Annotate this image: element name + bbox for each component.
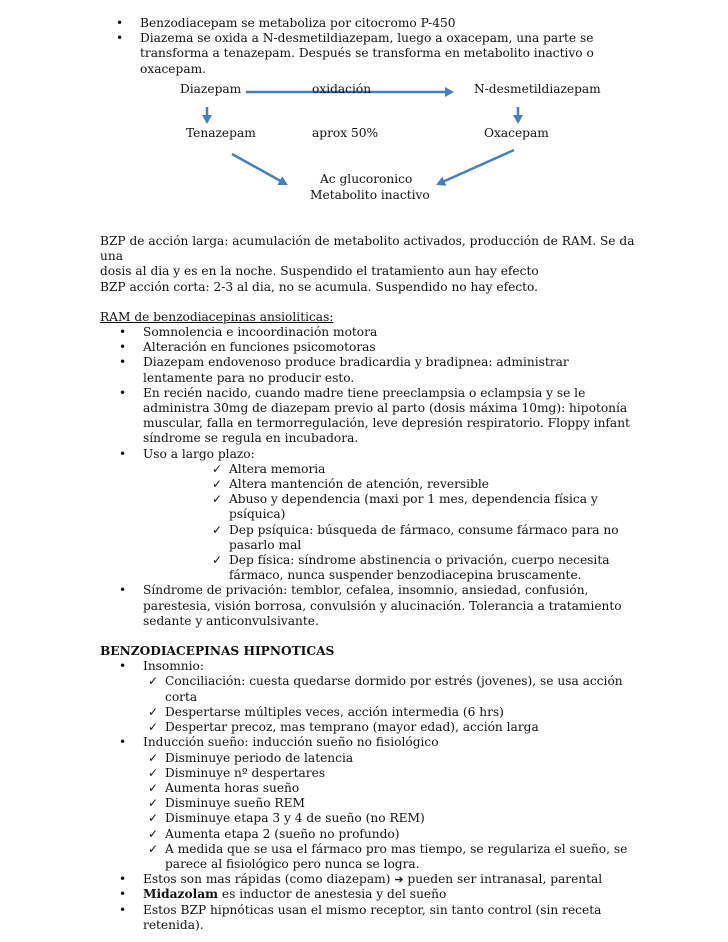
paragraph-line: dosis al dia y es en la noche. Suspendido el tratamiento aun hay efecto: [100, 264, 539, 279]
list-item-text: Estos BZP hipnóticas usan el mismo receptor, sin tanto control (sin receta retenida).: [143, 902, 602, 932]
oxidacion-label: oxidación: [312, 82, 372, 96]
check-item-text: Aumenta etapa 2 (sueño no profundo): [165, 826, 400, 841]
check-item-text: Conciliación: cuesta quedarse dormido por estrés (jovenes), se usa acción corta: [165, 674, 623, 704]
check-item: [229, 492, 629, 522]
bzp-duration-paragraph: [100, 234, 640, 295]
list-item-text: Benzodiacepam se metaboliza por citocromo P-450: [140, 16, 456, 30]
check-item: [165, 705, 635, 720]
paragraph-line: BZP acción corta: 2-3 al dia, no se acumula. Suspendido no hay efecto.: [100, 279, 539, 294]
check-item: [165, 766, 635, 781]
check-item-text: Disminuye periodo de latencia: [165, 750, 354, 765]
list-item: [100, 583, 633, 629]
list-item: [97, 16, 650, 31]
insomnio-check-list: [165, 674, 635, 735]
list-item: [100, 340, 633, 355]
check-item: [165, 720, 635, 735]
list-item: [100, 735, 633, 750]
aprox-label: aprox 50%: [312, 126, 379, 140]
check-item-text: Despertar precoz, mas temprano (mayor edad), acción larga: [165, 720, 539, 735]
list-item-text: pueden ser intranasal, parental: [407, 872, 603, 887]
list-item-text: es inductor de anestesia y del sueño: [218, 887, 447, 902]
check-item-text: Aumenta horas sueño: [165, 780, 300, 795]
list-item-text: Diazepam endovenoso produce bradicardia y bradipnea: administrar lentamente para no producir esto.: [143, 355, 569, 385]
list-item: [100, 887, 633, 902]
check-item-text: Abuso y dependencia (maxi por 1 mes, dependencia física y psíquica): [229, 492, 598, 522]
list-item-text: Insomnio:: [143, 659, 205, 674]
list-item-text: Inducción sueño: inducción sueño no fisiológico: [143, 735, 439, 750]
list-item: [100, 355, 633, 385]
ndesmetil-label: N-desmetildiazepam: [474, 82, 601, 96]
list-item-text: Somnolencia e incoordinación motora: [143, 325, 378, 340]
check-item-text: Disminuye sueño REM: [165, 796, 305, 811]
list-item-text: Alteración en funciones psicomotoras: [143, 340, 376, 355]
metabolito-inactivo-label: Metabolito inactivo: [310, 188, 430, 202]
check-item: [165, 674, 635, 704]
midazolam-bold: Midazolam: [143, 887, 219, 902]
check-item-text: Altera memoria: [229, 461, 326, 476]
check-item-text: Despertarse múltiples veces, acción intermedia (6 hrs): [165, 704, 504, 719]
list-item: [97, 31, 640, 77]
list-item: [100, 447, 633, 462]
check-item: [229, 553, 629, 583]
diagram-arrows: [0, 80, 728, 230]
check-item-text: Dep psíquica: búsqueda de fármaco, consume fármaco para no pasarlo mal: [229, 522, 619, 552]
check-item: [165, 751, 635, 766]
diazepam-label: Diazepam: [180, 82, 242, 96]
list-item-text: Síndrome de privación: temblor, cefalea, insomnio, ansiedad, confusión, parestesia, visión borrosa, convulsión y alucinación. Tolerancia a tratamiento sedante y anticonvulsivante.: [143, 583, 622, 628]
list-item: [100, 386, 633, 447]
paragraph-line: BZP de acción larga: acumulación de metabolito activados, producción de RAM. Se da una: [100, 234, 635, 264]
check-item: [165, 842, 635, 872]
check-item: [229, 523, 629, 553]
check-item-text: Disminuye nº despertares: [165, 765, 326, 780]
list-item-text: Uso a largo plazo:: [143, 446, 255, 461]
oxacepam-label: Oxacepam: [484, 126, 549, 140]
check-item: [165, 811, 635, 826]
check-item: [165, 827, 635, 842]
list-item: [100, 325, 633, 340]
document-body: [0, 234, 728, 933]
ram-heading: RAM de benzodiacepinas ansioliticas:: [100, 309, 334, 324]
ac-glucoronico-label: Ac glucoronico: [320, 172, 413, 186]
induccion-check-list: [165, 751, 635, 873]
check-item-text: Altera mantención de atención, reversible: [229, 477, 489, 492]
list-item: [100, 872, 633, 887]
metabolism-diagram: [0, 80, 728, 230]
check-item: [165, 796, 635, 811]
hipnoticas-list: [0, 659, 728, 933]
hipnoticas-heading: BENZODIACEPINAS HIPNOTICAS: [100, 644, 335, 659]
top-bullet-list: [0, 16, 728, 77]
arrow-oxacepam-to-glucoronico: [438, 150, 514, 184]
check-item: [229, 477, 629, 492]
long-term-check-list: [229, 462, 629, 584]
check-item: [165, 781, 635, 796]
list-item-text: En recién nacido, cuando madre tiene preeclampsia o eclampsia y se le administra 30mg de diazepam previo al parto (dosis máxima 10mg): hipotonía muscular, falla en termorregulación, leve depresión respiratorio. Floppy infant síndrome se regula en incubadora.: [143, 385, 630, 446]
list-item-text: Diazema se oxida a N-desmetildiazepam, luego a oxacepam, una parte se transforma a tenazepam. Después se transforma en metabolito inactivo o oxacepam.: [140, 31, 594, 76]
arrow-right-icon: ➔: [394, 873, 404, 887]
list-item-text: Estos son mas rápidas (como diazepam): [143, 872, 391, 887]
ram-list: [0, 325, 728, 629]
check-item-text: Dep física: síndrome abstinencia o privación, cuerpo necesita fármaco, nunca suspender benzodiacepina bruscamente.: [229, 553, 610, 583]
check-item-text: Disminuye etapa 3 y 4 de sueño (no REM): [165, 811, 425, 826]
arrow-tenazepam-to-glucoronico: [232, 154, 286, 184]
tenazepam-label: Tenazepam: [186, 126, 256, 140]
check-item-text: A medida que se usa el fármaco pro mas tiempo, se regulariza el sueño, se parece al fisiológico pero nunca se logra.: [165, 841, 628, 871]
list-item: [100, 903, 663, 933]
list-item: [100, 659, 633, 674]
check-item: [229, 462, 629, 477]
